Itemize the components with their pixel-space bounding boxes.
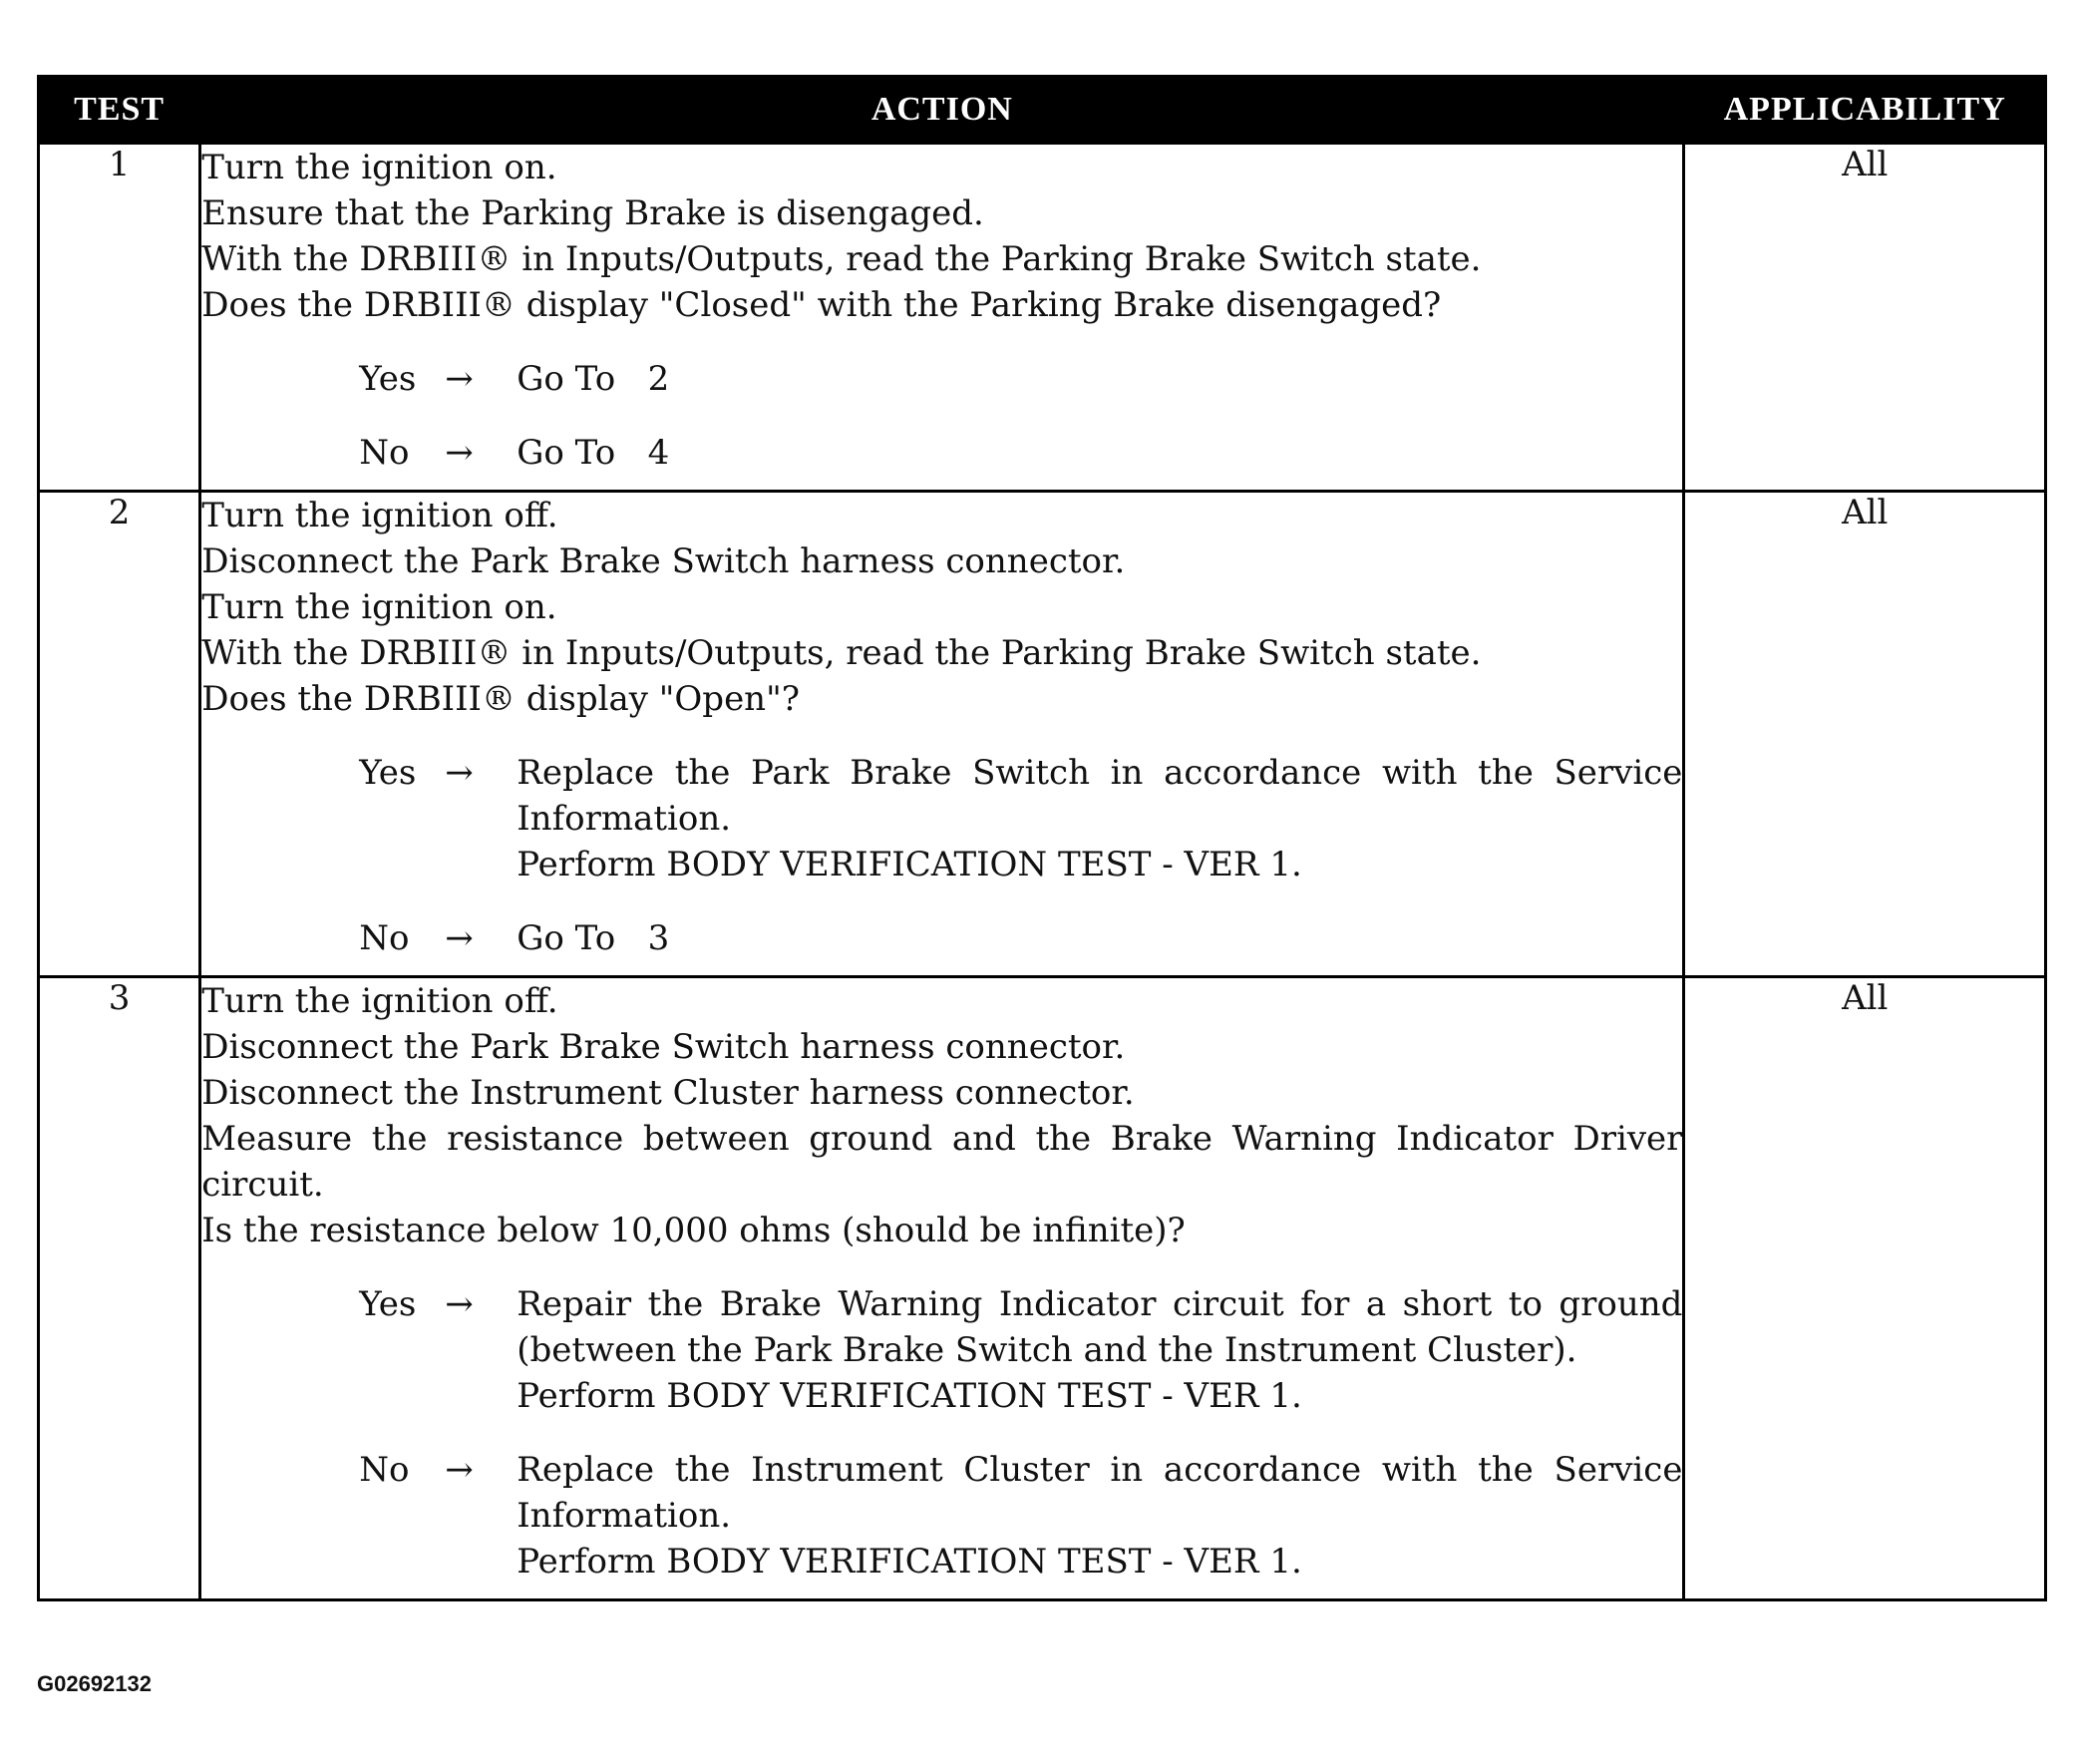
action-step: Does the DRBIII® display "Open"?: [201, 679, 800, 719]
arrow-right-icon: →: [445, 433, 474, 473]
action-step: Measure the resistance between ground and the Brake Warning Indicator Driver circuit.: [201, 1119, 1683, 1205]
branch-instruction-line: Repair the Brake Warning Indicator circuit for a short to ground (between the Park Brake Switch and the Instrument Cluster).: [517, 1284, 1694, 1370]
applicability-value: All: [1684, 492, 2046, 977]
action-cell: [200, 977, 1694, 1600]
table-row: [39, 144, 2046, 492]
result-branch: [201, 356, 1682, 402]
diagnostic-table: [37, 75, 2047, 1601]
branch-instruction-line: Perform BODY VERIFICATION TEST - VER 1.: [517, 845, 1302, 884]
branch-label: No: [359, 918, 410, 958]
action-step: With the DRBIII® in Inputs/Outputs, read the Parking Brake Switch state.: [201, 633, 1482, 673]
branch-instruction-line: Perform BODY VERIFICATION TEST - VER 1.: [517, 1542, 1302, 1582]
header-test: TEST: [39, 77, 200, 144]
branch-instructions: [517, 915, 1682, 961]
action-step: Does the DRBIII® display "Closed" with the Parking Brake disengaged?: [201, 285, 1442, 325]
arrow-right-icon: →: [445, 918, 474, 958]
branch-instructions: [517, 1447, 1694, 1585]
branch-instructions: [517, 1281, 1694, 1419]
action-step: Turn the ignition on.: [201, 148, 557, 187]
action-step: Turn the ignition off.: [201, 496, 558, 535]
action-cell: [200, 144, 1684, 492]
action-step: Is the resistance below 10,000 ohms (should be infinite)?: [201, 1211, 1186, 1250]
action-step: Disconnect the Park Brake Switch harness connector.: [201, 1027, 1126, 1067]
test-number: 3: [39, 977, 200, 1600]
header-applicability: APPLICABILITY: [1684, 77, 2046, 144]
table-header: [39, 77, 2046, 144]
action-step: With the DRBIII® in Inputs/Outputs, read the Parking Brake Switch state.: [201, 239, 1482, 279]
branch-instruction-line: Go To 2: [517, 359, 670, 399]
result-branch: [201, 1447, 1694, 1585]
branch-instruction-line: Go To 3: [517, 918, 670, 958]
branch-instruction-line: Perform BODY VERIFICATION TEST - VER 1.: [517, 1376, 1302, 1416]
branch-instructions: [517, 430, 1682, 476]
branch-label: Yes: [359, 359, 417, 399]
table-row: [39, 492, 2046, 977]
header-action: ACTION: [200, 77, 1684, 144]
applicability-value: All: [1684, 144, 2046, 492]
arrow-right-icon: →: [445, 1284, 474, 1324]
header-row: [39, 77, 2046, 144]
branch-instructions: [517, 750, 1694, 887]
branch-label: No: [359, 433, 410, 473]
result-branch: [201, 915, 1682, 961]
arrow-right-icon: →: [445, 359, 474, 399]
result-branches: [201, 1281, 1694, 1585]
arrow-right-icon: →: [445, 1450, 474, 1490]
action-step: Disconnect the Park Brake Switch harness connector.: [201, 541, 1126, 581]
branch-label: Yes: [359, 1284, 417, 1324]
action-step: Disconnect the Instrument Cluster harness connector.: [201, 1073, 1135, 1113]
action-cell: [200, 492, 1694, 977]
branch-instruction-line: Replace the Instrument Cluster in accordance with the Service Information.: [517, 1450, 1694, 1536]
result-branch: [201, 430, 1682, 476]
table-row: [39, 977, 2046, 1600]
action-step: Ensure that the Parking Brake is disengaged.: [201, 193, 984, 233]
action-step: Turn the ignition off.: [201, 981, 558, 1021]
figure-code: G02692132: [37, 1671, 152, 1696]
diagnostic-test-sheet: [37, 75, 2047, 1601]
branch-label: No: [359, 1450, 410, 1490]
branch-instructions: [517, 356, 1682, 402]
result-branches: [201, 356, 1682, 476]
table-body: [39, 144, 2046, 1600]
applicability-value: All: [1684, 977, 2046, 1600]
branch-instruction-line: Replace the Park Brake Switch in accordance with the Service Information.: [517, 753, 1694, 839]
test-number: 2: [39, 492, 200, 977]
branch-label: Yes: [359, 753, 417, 793]
action-step: Turn the ignition on.: [201, 587, 557, 627]
test-number: 1: [39, 144, 200, 492]
result-branches: [201, 750, 1694, 961]
result-branch: [201, 1281, 1694, 1419]
branch-instruction-line: Go To 4: [517, 433, 670, 473]
arrow-right-icon: →: [445, 753, 474, 793]
result-branch: [201, 750, 1694, 887]
